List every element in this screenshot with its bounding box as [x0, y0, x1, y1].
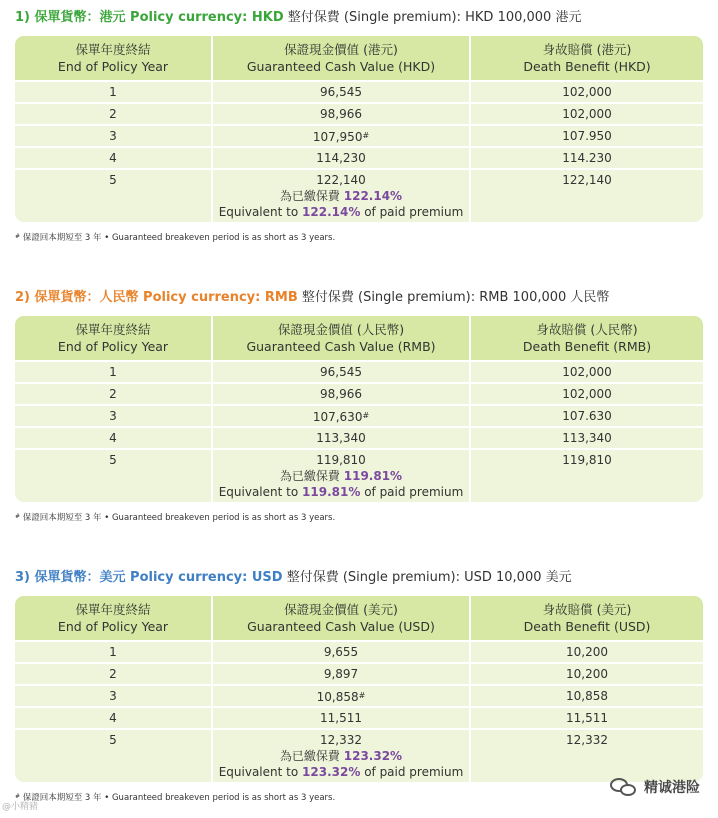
paid-premium-en — [213, 764, 469, 780]
year-cell: 4 — [109, 151, 117, 165]
note-text: 保證回本期短至 3 年 • Guaranteed breakeven period is as short as 3 years. — [22, 233, 336, 243]
header-year-zh: 保單年度終結 — [75, 602, 151, 617]
year-cell: 3 — [109, 689, 117, 703]
cash-value: 96,545 — [320, 365, 362, 379]
year-cell: 3 — [109, 129, 117, 143]
table-row-final — [15, 728, 703, 782]
death-benefit-cell: 102,000 — [562, 107, 612, 121]
cash-value-cell — [211, 170, 471, 222]
header-death — [471, 316, 703, 360]
section-title — [15, 288, 703, 308]
paid-premium-label-zh: 為已繳保費 — [279, 749, 340, 763]
death-benefit-cell: 119,810 — [562, 453, 612, 467]
header-death-zh: 身故賠償 (美元) — [542, 602, 632, 617]
header-cash-zh: 保證現金價值 (人民幣) — [277, 322, 405, 337]
header-death — [471, 36, 703, 80]
note-mark: # — [15, 233, 21, 240]
header-cash — [211, 316, 471, 360]
year-cell: 5 — [109, 733, 117, 747]
cash-value: 113,340 — [316, 431, 366, 445]
year-cell: 5 — [109, 453, 117, 467]
header-year — [15, 316, 211, 360]
header-cash-zh: 保證現金價值 (港元) — [284, 42, 398, 57]
cash-value: 114,230 — [316, 151, 366, 165]
cash-value-cell — [211, 642, 471, 662]
header-cash-en: Guaranteed Cash Value (USD) — [247, 619, 435, 634]
death-benefit-cell: 114.230 — [562, 151, 612, 165]
year-cell: 2 — [109, 667, 117, 681]
death-benefit-cell: 122,140 — [562, 173, 612, 187]
cash-value-cell — [211, 384, 471, 404]
section-title-currency: 1) 保單貨幣：港元 Policy currency: HKD — [15, 10, 284, 25]
table-row-final — [15, 168, 703, 222]
corner-watermark: @小精豬 — [2, 802, 39, 812]
cash-value-cell — [211, 708, 471, 728]
year-cell: 1 — [109, 365, 117, 379]
death-benefit-cell: 102,000 — [562, 85, 612, 99]
header-year-zh: 保單年度終結 — [75, 42, 151, 57]
section-title-premium: 整付保費 (Single premium): RMB 100,000 人民幣 — [297, 290, 610, 305]
year-cell: 4 — [109, 431, 117, 445]
section-title — [15, 8, 703, 28]
header-year — [15, 36, 211, 80]
death-benefit-cell: 11,511 — [566, 711, 608, 725]
section-title-currency: 3) 保單貨幣：美元 Policy currency: USD — [15, 570, 283, 585]
death-benefit-cell: 10,200 — [566, 667, 608, 681]
year-cell: 1 — [109, 85, 117, 99]
death-benefit-cell: 102,000 — [562, 387, 612, 401]
header-death-en: Death Benefit (RMB) — [522, 339, 652, 354]
wechat-icon — [610, 776, 638, 798]
note-mark: # — [15, 793, 21, 800]
header-year — [15, 596, 211, 640]
table-row — [15, 102, 703, 124]
table-header — [15, 596, 703, 640]
cash-value: 98,966 — [320, 387, 362, 401]
paid-premium-en — [213, 484, 469, 500]
year-cell: 5 — [109, 173, 117, 187]
note-text: 保證回本期短至 3 年 • Guaranteed breakeven period is as short as 3 years. — [22, 513, 336, 523]
return-percent-zh: 123.32% — [343, 749, 403, 763]
watermark-text: 精诚港险 — [644, 780, 700, 796]
benefit-table — [15, 596, 703, 782]
table-row — [15, 640, 703, 662]
header-death-zh: 身故賠償 (港元) — [542, 42, 632, 57]
breakeven-note — [15, 231, 703, 243]
death-benefit-cell: 102,000 — [562, 365, 612, 379]
table-row — [15, 706, 703, 728]
death-benefit-cell: 107.950 — [562, 129, 612, 143]
death-benefit-cell: 10,858 — [566, 689, 608, 703]
paid-premium-zh — [213, 468, 469, 484]
table-row — [15, 146, 703, 168]
paid-premium-label-zh: 為已繳保費 — [279, 469, 340, 483]
header-death-zh: 身故賠償 (人民幣) — [536, 322, 638, 337]
cash-value: 9,897 — [323, 667, 359, 681]
note-mark: # — [15, 513, 21, 520]
header-year-zh: 保單年度終結 — [75, 322, 151, 337]
cash-value: 119,810 — [316, 453, 366, 467]
return-percent-zh: 122.14% — [343, 189, 403, 203]
table-row — [15, 404, 703, 426]
section-title-premium: 整付保費 (Single premium): USD 10,000 美元 — [282, 570, 572, 585]
breakeven-mark: # — [358, 691, 366, 700]
cash-value-cell — [211, 730, 471, 782]
cash-value-cell — [211, 362, 471, 382]
paid-premium-label-zh: 為已繳保費 — [279, 189, 340, 203]
header-death-en: Death Benefit (HKD) — [523, 59, 651, 74]
note-text: 保證回本期短至 3 年 • Guaranteed breakeven period is as short as 3 years. — [22, 793, 336, 803]
cash-value: 107,630 — [312, 410, 363, 424]
section-title-premium: 整付保費 (Single premium): HKD 100,000 港元 — [283, 10, 582, 25]
year-cell: 2 — [109, 107, 117, 121]
return-percent-en: 123.32% — [302, 765, 361, 779]
cash-value-cell — [211, 664, 471, 684]
return-percent-zh: 119.81% — [343, 469, 403, 483]
death-benefit-cell: 113,340 — [562, 431, 612, 445]
paid-premium-en — [213, 204, 469, 220]
equiv-prefix: Equivalent to — [218, 205, 299, 219]
breakeven-note — [15, 511, 703, 523]
cash-value-cell — [211, 126, 471, 146]
cash-value: 96,545 — [320, 85, 362, 99]
header-year-en: End of Policy Year — [57, 619, 169, 634]
cash-value-cell — [211, 450, 471, 502]
section-title-currency: 2) 保單貨幣：人民幣 Policy currency: RMB — [15, 290, 298, 305]
cash-value-cell — [211, 406, 471, 426]
equiv-suffix: of paid premium — [364, 485, 464, 499]
cash-value-cell — [211, 428, 471, 448]
year-cell: 2 — [109, 387, 117, 401]
policy-section-3 — [15, 568, 703, 803]
table-row — [15, 382, 703, 404]
header-cash-en: Guaranteed Cash Value (RMB) — [246, 339, 436, 354]
breakeven-mark: # — [362, 411, 370, 420]
breakeven-note — [15, 791, 703, 803]
header-year-en: End of Policy Year — [57, 59, 169, 74]
policy-section-1 — [15, 8, 703, 243]
cash-value-cell — [211, 686, 471, 706]
table-header — [15, 316, 703, 360]
equiv-suffix: of paid premium — [364, 765, 464, 779]
equiv-prefix: Equivalent to — [218, 765, 299, 779]
table-row — [15, 426, 703, 448]
death-benefit-cell: 12,332 — [566, 733, 608, 747]
return-percent-en: 122.14% — [302, 205, 361, 219]
death-benefit-cell: 107.630 — [562, 409, 612, 423]
table-row — [15, 360, 703, 382]
cash-value: 11,511 — [320, 711, 362, 725]
year-cell: 1 — [109, 645, 117, 659]
header-cash — [211, 596, 471, 640]
benefit-table — [15, 316, 703, 502]
equiv-prefix: Equivalent to — [218, 485, 299, 499]
equiv-suffix: of paid premium — [364, 205, 464, 219]
year-cell: 3 — [109, 409, 117, 423]
header-cash-zh: 保證現金價值 (美元) — [284, 602, 398, 617]
paid-premium-zh — [213, 188, 469, 204]
header-cash — [211, 36, 471, 80]
table-row — [15, 124, 703, 146]
cash-value: 12,332 — [320, 733, 362, 747]
section-title — [15, 568, 703, 588]
paid-premium-zh — [213, 748, 469, 764]
header-year-en: End of Policy Year — [57, 339, 169, 354]
header-death-en: Death Benefit (USD) — [523, 619, 651, 634]
header-cash-en: Guaranteed Cash Value (HKD) — [246, 59, 436, 74]
watermark — [610, 776, 700, 798]
policy-section-2 — [15, 288, 703, 523]
cash-value: 9,655 — [323, 645, 359, 659]
table-header — [15, 36, 703, 80]
breakeven-mark: # — [362, 131, 370, 140]
header-death — [471, 596, 703, 640]
table-row — [15, 662, 703, 684]
table-row — [15, 684, 703, 706]
cash-value: 10,858 — [316, 690, 359, 704]
table-row-final — [15, 448, 703, 502]
benefit-table — [15, 36, 703, 222]
table-row — [15, 80, 703, 102]
return-percent-en: 119.81% — [302, 485, 361, 499]
cash-value: 98,966 — [320, 107, 362, 121]
cash-value: 122,140 — [316, 173, 366, 187]
cash-value: 107,950 — [312, 130, 363, 144]
cash-value-cell — [211, 148, 471, 168]
death-benefit-cell: 10,200 — [566, 645, 608, 659]
cash-value-cell — [211, 104, 471, 124]
year-cell: 4 — [109, 711, 117, 725]
cash-value-cell — [211, 82, 471, 102]
